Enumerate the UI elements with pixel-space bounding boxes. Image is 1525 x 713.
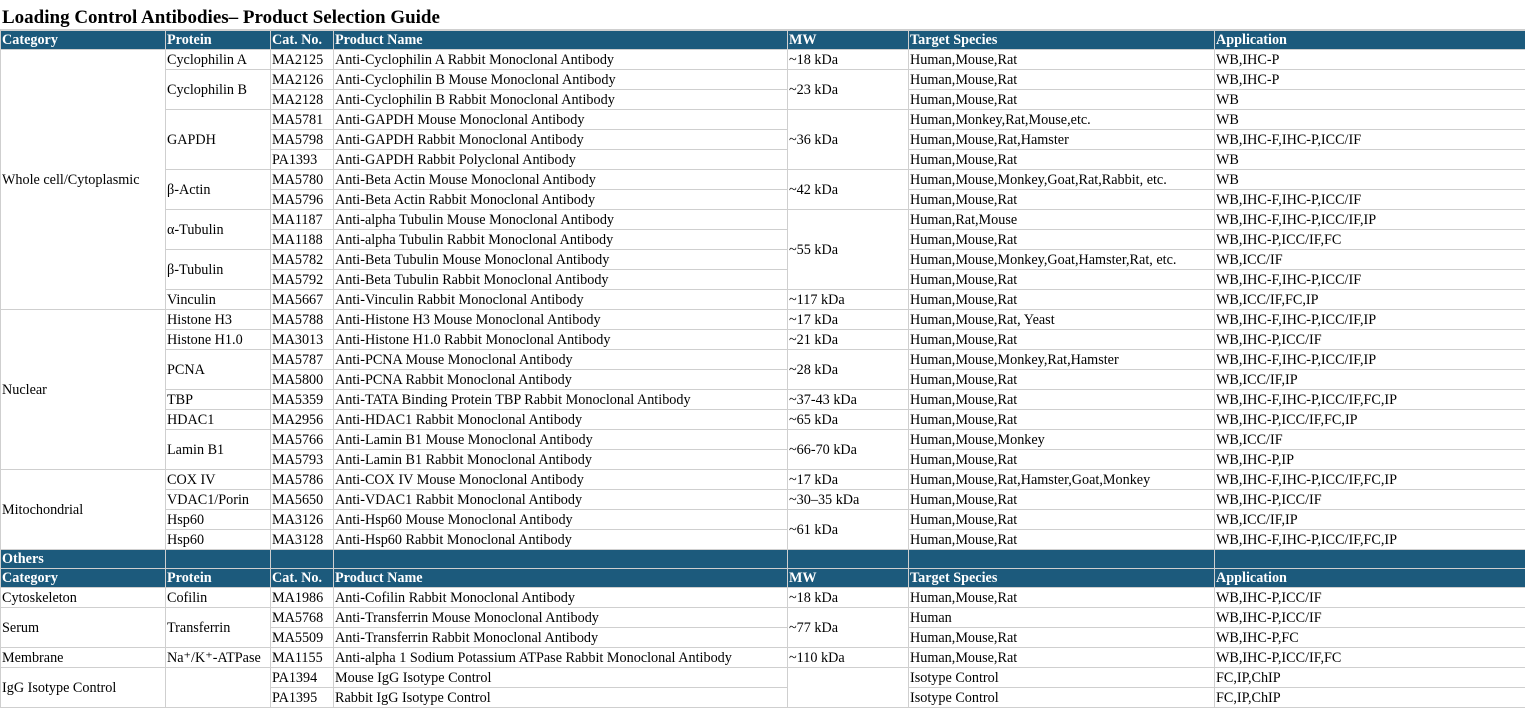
table-row xyxy=(1,310,1525,330)
column-header-category: Category xyxy=(1,569,166,588)
table-row xyxy=(1,648,1525,668)
cat-no-cell: MA5798 xyxy=(271,130,334,150)
table-row xyxy=(1,70,1525,90)
application-cell: WB,IHC-P,IP xyxy=(1215,450,1525,470)
product-name-cell: Anti-COX IV Mouse Monoclonal Antibody xyxy=(334,470,788,490)
category-cell: Cytoskeleton xyxy=(1,588,166,608)
protein-cell: Hsp60 xyxy=(166,530,271,550)
target-species-cell: Human,Mouse,Rat xyxy=(909,490,1215,510)
cat-no-cell: MA1986 xyxy=(271,588,334,608)
cat-no-cell: PA1394 xyxy=(271,668,334,688)
column-header-row xyxy=(1,31,1525,50)
target-species-cell: Human,Mouse,Rat xyxy=(909,330,1215,350)
application-cell: WB,IHC-P,ICC/IF xyxy=(1215,330,1525,350)
category-cell: Nuclear xyxy=(1,310,166,470)
category-cell: Serum xyxy=(1,608,166,648)
cat-no-cell: MA5788 xyxy=(271,310,334,330)
column-header-product-name: Product Name xyxy=(334,31,788,50)
target-species-cell: Human,Mouse,Rat xyxy=(909,510,1215,530)
application-cell: WB,IHC-F,IHC-P,ICC/IF,FC,IP xyxy=(1215,470,1525,490)
mw-cell: ~36 kDa xyxy=(788,110,909,170)
cat-no-cell: MA5768 xyxy=(271,608,334,628)
product-name-cell: Anti-Cyclophilin A Rabbit Monoclonal Antibody xyxy=(334,50,788,70)
application-cell: WB xyxy=(1215,90,1525,110)
table-row xyxy=(1,668,1525,688)
cat-no-cell: MA1155 xyxy=(271,648,334,668)
mw-cell: ~23 kDa xyxy=(788,70,909,110)
others-section-row xyxy=(1,550,1525,569)
cat-no-cell: MA5667 xyxy=(271,290,334,310)
product-name-cell: Anti-Cyclophilin B Rabbit Monoclonal Antibody xyxy=(334,90,788,110)
mw-cell: ~37-43 kDa xyxy=(788,390,909,410)
product-name-cell: Anti-Transferrin Rabbit Monoclonal Antibody xyxy=(334,628,788,648)
protein-cell: PCNA xyxy=(166,350,271,390)
product-name-cell: Anti-Hsp60 Rabbit Monoclonal Antibody xyxy=(334,530,788,550)
product-name-cell: Anti-Lamin B1 Mouse Monoclonal Antibody xyxy=(334,430,788,450)
application-cell: WB,IHC-P,ICC/IF,FC,IP xyxy=(1215,410,1525,430)
product-name-cell: Anti-alpha Tubulin Rabbit Monoclonal Antibody xyxy=(334,230,788,250)
mw-cell: ~28 kDa xyxy=(788,350,909,390)
product-name-cell: Anti-HDAC1 Rabbit Monoclonal Antibody xyxy=(334,410,788,430)
application-cell: WB,IHC-F,IHC-P,ICC/IF xyxy=(1215,270,1525,290)
mw-cell: ~110 kDa xyxy=(788,648,909,668)
product-name-cell: Anti-Vinculin Rabbit Monoclonal Antibody xyxy=(334,290,788,310)
cat-no-cell: MA2128 xyxy=(271,90,334,110)
application-cell: WB,IHC-P,FC xyxy=(1215,628,1525,648)
table-row xyxy=(1,330,1525,350)
target-species-cell: Human,Mouse,Rat xyxy=(909,90,1215,110)
table-row xyxy=(1,510,1525,530)
cat-no-cell: MA2956 xyxy=(271,410,334,430)
product-name-cell: Anti-Transferrin Mouse Monoclonal Antibody xyxy=(334,608,788,628)
column-header-mw: MW xyxy=(788,569,909,588)
table-row xyxy=(1,490,1525,510)
others-section-label: Others xyxy=(1,550,166,569)
cat-no-cell: MA3126 xyxy=(271,510,334,530)
product-name-cell: Anti-alpha 1 Sodium Potassium ATPase Rabbit Monoclonal Antibody xyxy=(334,648,788,668)
table-row xyxy=(1,470,1525,490)
cat-no-cell: PA1393 xyxy=(271,150,334,170)
target-species-cell: Human,Mouse,Rat, Yeast xyxy=(909,310,1215,330)
product-name-cell: Anti-alpha Tubulin Mouse Monoclonal Antibody xyxy=(334,210,788,230)
cat-no-cell: MA5781 xyxy=(271,110,334,130)
table-row xyxy=(1,608,1525,628)
table-row xyxy=(1,410,1525,430)
mw-cell: ~77 kDa xyxy=(788,608,909,648)
mw-cell: ~55 kDa xyxy=(788,210,909,290)
column-header-category: Category xyxy=(1,31,166,50)
product-name-cell: Anti-Beta Tubulin Mouse Monoclonal Antibody xyxy=(334,250,788,270)
protein-cell: HDAC1 xyxy=(166,410,271,430)
target-species-cell: Human,Mouse,Rat xyxy=(909,450,1215,470)
category-cell: IgG Isotype Control xyxy=(1,668,166,708)
protein-cell: α-Tubulin xyxy=(166,210,271,250)
protein-cell: Histone H3 xyxy=(166,310,271,330)
product-name-cell: Anti-VDAC1 Rabbit Monoclonal Antibody xyxy=(334,490,788,510)
application-cell: WB xyxy=(1215,170,1525,190)
column-header-protein: Protein xyxy=(166,569,271,588)
target-species-cell: Human,Mouse,Rat xyxy=(909,70,1215,90)
target-species-cell: Human,Mouse,Monkey,Rat,Hamster xyxy=(909,350,1215,370)
protein-cell: Transferrin xyxy=(166,608,271,648)
product-name-cell: Anti-Beta Actin Rabbit Monoclonal Antibody xyxy=(334,190,788,210)
target-species-cell: Human,Mouse,Rat xyxy=(909,410,1215,430)
product-name-cell: Anti-Lamin B1 Rabbit Monoclonal Antibody xyxy=(334,450,788,470)
protein-cell: Histone H1.0 xyxy=(166,330,271,350)
mw-cell: ~30–35 kDa xyxy=(788,490,909,510)
protein-cell xyxy=(166,668,271,708)
target-species-cell: Human,Mouse,Monkey,Goat,Hamster,Rat, etc. xyxy=(909,250,1215,270)
target-species-cell: Human,Monkey,Rat,Mouse,etc. xyxy=(909,110,1215,130)
application-cell: WB,IHC-F,IHC-P,ICC/IF,FC,IP xyxy=(1215,530,1525,550)
target-species-cell: Human,Mouse,Rat xyxy=(909,628,1215,648)
cat-no-cell: MA5509 xyxy=(271,628,334,648)
table-row xyxy=(1,250,1525,270)
cat-no-cell: PA1395 xyxy=(271,688,334,708)
column-header-cat-no: Cat. No. xyxy=(271,31,334,50)
cat-no-cell: MA5793 xyxy=(271,450,334,470)
application-cell: WB,IHC-P xyxy=(1215,70,1525,90)
cat-no-cell: MA1187 xyxy=(271,210,334,230)
table-row xyxy=(1,430,1525,450)
table-row xyxy=(1,350,1525,370)
mw-cell: ~18 kDa xyxy=(788,588,909,608)
protein-cell: Lamin B1 xyxy=(166,430,271,470)
application-cell: WB,ICC/IF xyxy=(1215,250,1525,270)
table-row xyxy=(1,290,1525,310)
protein-cell: Cyclophilin B xyxy=(166,70,271,110)
protein-cell: Cofilin xyxy=(166,588,271,608)
cat-no-cell: MA5787 xyxy=(271,350,334,370)
application-cell: WB,IHC-P,ICC/IF,FC xyxy=(1215,230,1525,250)
target-species-cell: Human,Mouse,Rat xyxy=(909,270,1215,290)
protein-cell: β-Actin xyxy=(166,170,271,210)
table-row xyxy=(1,50,1525,70)
target-species-cell: Human,Mouse,Rat xyxy=(909,530,1215,550)
application-cell: FC,IP,ChIP xyxy=(1215,688,1525,708)
product-name-cell: Mouse IgG Isotype Control xyxy=(334,668,788,688)
application-cell: WB,ICC/IF,FC,IP xyxy=(1215,290,1525,310)
column-header-application: Application xyxy=(1215,31,1525,50)
application-cell: WB,IHC-P,ICC/IF xyxy=(1215,588,1525,608)
product-name-cell: Anti-Beta Actin Mouse Monoclonal Antibody xyxy=(334,170,788,190)
protein-cell: GAPDH xyxy=(166,110,271,170)
protein-cell: Hsp60 xyxy=(166,510,271,530)
protein-cell: COX IV xyxy=(166,470,271,490)
application-cell: WB,IHC-F,IHC-P,ICC/IF xyxy=(1215,190,1525,210)
main-table-body xyxy=(1,31,1525,550)
table-row xyxy=(1,530,1525,550)
column-header-product-name: Product Name xyxy=(334,569,788,588)
product-name-cell: Anti-TATA Binding Protein TBP Rabbit Monoclonal Antibody xyxy=(334,390,788,410)
product-name-cell: Anti-GAPDH Rabbit Monoclonal Antibody xyxy=(334,130,788,150)
application-cell: WB,ICC/IF,IP xyxy=(1215,370,1525,390)
column-header-application: Application xyxy=(1215,569,1525,588)
category-cell: Membrane xyxy=(1,648,166,668)
product-name-cell: Anti-PCNA Mouse Monoclonal Antibody xyxy=(334,350,788,370)
mw-cell: ~21 kDa xyxy=(788,330,909,350)
application-cell: WB,IHC-P,ICC/IF,FC xyxy=(1215,648,1525,668)
mw-cell xyxy=(788,668,909,708)
column-header-target-species: Target Species xyxy=(909,31,1215,50)
product-name-cell: Anti-GAPDH Rabbit Polyclonal Antibody xyxy=(334,150,788,170)
target-species-cell: Human,Mouse,Rat xyxy=(909,190,1215,210)
mw-cell: ~61 kDa xyxy=(788,510,909,550)
table-row xyxy=(1,390,1525,410)
cat-no-cell: MA5800 xyxy=(271,370,334,390)
product-name-cell: Rabbit IgG Isotype Control xyxy=(334,688,788,708)
target-species-cell: Isotype Control xyxy=(909,668,1215,688)
protein-cell: VDAC1/Porin xyxy=(166,490,271,510)
target-species-cell: Human,Mouse,Rat xyxy=(909,230,1215,250)
application-cell: WB,IHC-P xyxy=(1215,50,1525,70)
product-name-cell: Anti-PCNA Rabbit Monoclonal Antibody xyxy=(334,370,788,390)
application-cell: WB xyxy=(1215,110,1525,130)
column-header-cat-no: Cat. No. xyxy=(271,569,334,588)
guide-title: Loading Control Antibodies– Product Selection Guide xyxy=(0,0,1525,30)
target-species-cell: Human,Mouse,Rat,Hamster,Goat,Monkey xyxy=(909,470,1215,490)
column-header-mw: MW xyxy=(788,31,909,50)
target-species-cell: Human,Mouse,Monkey,Goat,Rat,Rabbit, etc. xyxy=(909,170,1215,190)
protein-cell: Vinculin xyxy=(166,290,271,310)
application-cell: WB,IHC-F,IHC-P,ICC/IF,FC,IP xyxy=(1215,390,1525,410)
cat-no-cell: MA5786 xyxy=(271,470,334,490)
protein-cell: Cyclophilin A xyxy=(166,50,271,70)
cat-no-cell: MA2126 xyxy=(271,70,334,90)
product-name-cell: Anti-Histone H1.0 Rabbit Monoclonal Antibody xyxy=(334,330,788,350)
product-name-cell: Anti-Cofilin Rabbit Monoclonal Antibody xyxy=(334,588,788,608)
product-name-cell: Anti-Beta Tubulin Rabbit Monoclonal Antibody xyxy=(334,270,788,290)
target-species-cell: Human xyxy=(909,608,1215,628)
mw-cell: ~65 kDa xyxy=(788,410,909,430)
application-cell: WB,ICC/IF xyxy=(1215,430,1525,450)
protein-cell: TBP xyxy=(166,390,271,410)
column-header-target-species: Target Species xyxy=(909,569,1215,588)
cat-no-cell: MA1188 xyxy=(271,230,334,250)
table-row xyxy=(1,110,1525,130)
target-species-cell: Human,Mouse,Rat xyxy=(909,290,1215,310)
target-species-cell: Human,Mouse,Rat xyxy=(909,588,1215,608)
target-species-cell: Human,Mouse,Rat xyxy=(909,648,1215,668)
category-cell: Mitochondrial xyxy=(1,470,166,550)
application-cell: WB,IHC-P,ICC/IF xyxy=(1215,608,1525,628)
cat-no-cell: MA5782 xyxy=(271,250,334,270)
product-name-cell: Anti-Cyclophilin B Mouse Monoclonal Antibody xyxy=(334,70,788,90)
mw-cell: ~117 kDa xyxy=(788,290,909,310)
application-cell: WB,IHC-F,IHC-P,ICC/IF,IP xyxy=(1215,350,1525,370)
table-row xyxy=(1,588,1525,608)
cat-no-cell: MA5780 xyxy=(271,170,334,190)
application-cell: FC,IP,ChIP xyxy=(1215,668,1525,688)
protein-cell: β-Tubulin xyxy=(166,250,271,290)
table-row xyxy=(1,210,1525,230)
cat-no-cell: MA3013 xyxy=(271,330,334,350)
application-cell: WB,IHC-F,IHC-P,ICC/IF,IP xyxy=(1215,210,1525,230)
mw-cell: ~17 kDa xyxy=(788,470,909,490)
protein-cell: Na⁺/K⁺-ATPase xyxy=(166,648,271,668)
cat-no-cell: MA5796 xyxy=(271,190,334,210)
column-header-protein: Protein xyxy=(166,31,271,50)
table-row xyxy=(1,170,1525,190)
others-table-body xyxy=(1,550,1525,708)
application-cell: WB xyxy=(1215,150,1525,170)
application-cell: WB,IHC-P,ICC/IF xyxy=(1215,490,1525,510)
application-cell: WB,IHC-F,IHC-P,ICC/IF xyxy=(1215,130,1525,150)
product-name-cell: Anti-Histone H3 Mouse Monoclonal Antibody xyxy=(334,310,788,330)
target-species-cell: Human,Mouse,Rat xyxy=(909,50,1215,70)
target-species-cell: Human,Mouse,Rat xyxy=(909,370,1215,390)
others-column-header-row xyxy=(1,569,1525,588)
application-cell: WB,ICC/IF,IP xyxy=(1215,510,1525,530)
cat-no-cell: MA5650 xyxy=(271,490,334,510)
target-species-cell: Human,Mouse,Monkey xyxy=(909,430,1215,450)
mw-cell: ~18 kDa xyxy=(788,50,909,70)
cat-no-cell: MA2125 xyxy=(271,50,334,70)
application-cell: WB,IHC-F,IHC-P,ICC/IF,IP xyxy=(1215,310,1525,330)
target-species-cell: Human,Mouse,Rat,Hamster xyxy=(909,130,1215,150)
cat-no-cell: MA5792 xyxy=(271,270,334,290)
category-cell: Whole cell/Cytoplasmic xyxy=(1,50,166,310)
target-species-cell: Isotype Control xyxy=(909,688,1215,708)
product-name-cell: Anti-GAPDH Mouse Monoclonal Antibody xyxy=(334,110,788,130)
mw-cell: ~66-70 kDa xyxy=(788,430,909,470)
target-species-cell: Human,Mouse,Rat xyxy=(909,150,1215,170)
mw-cell: ~17 kDa xyxy=(788,310,909,330)
mw-cell: ~42 kDa xyxy=(788,170,909,210)
target-species-cell: Human,Rat,Mouse xyxy=(909,210,1215,230)
cat-no-cell: MA3128 xyxy=(271,530,334,550)
target-species-cell: Human,Mouse,Rat xyxy=(909,390,1215,410)
cat-no-cell: MA5766 xyxy=(271,430,334,450)
product-table xyxy=(0,30,1525,708)
product-name-cell: Anti-Hsp60 Mouse Monoclonal Antibody xyxy=(334,510,788,530)
cat-no-cell: MA5359 xyxy=(271,390,334,410)
